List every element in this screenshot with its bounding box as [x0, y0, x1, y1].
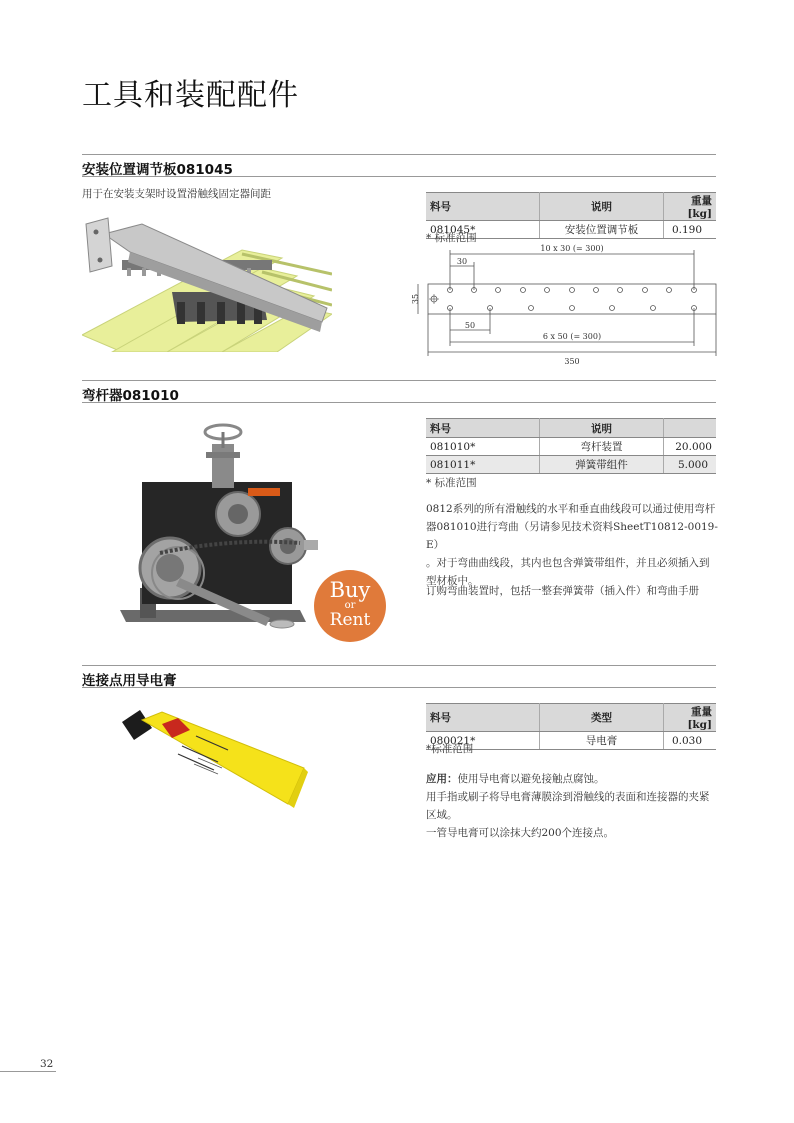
- col-header-description: 说明: [540, 419, 664, 438]
- cell-weight: 0.030: [664, 732, 717, 750]
- buy-or-rent-badge: [314, 570, 386, 642]
- section-rule-top: [82, 154, 716, 155]
- adjustment-plate-photo: [82, 210, 332, 352]
- section-title-adjustment-plate: [82, 158, 716, 178]
- col-header-description: 说明: [540, 193, 664, 221]
- paragraph-line: 器081010进行弯曲（另请参见技术资料SheetT10812-0019-E）: [426, 521, 718, 551]
- table-header-row: [426, 704, 716, 732]
- adjustment-plate-drawing: [404, 242, 720, 370]
- paragraph-line: 用手指或刷子将导电膏薄膜涂到滑触线的表面和连接器的夹紧: [426, 791, 710, 803]
- cell-description: 弯杆装置: [540, 438, 664, 456]
- badge-line-buy: Buy: [329, 578, 371, 602]
- col-header-weight: [664, 419, 717, 438]
- section-title-text: 弯杆器081010: [82, 388, 179, 404]
- paragraph-line: 区域。: [426, 809, 458, 821]
- contact-grease-application: [426, 770, 726, 842]
- dim-top-label: 10 x 30 (= 300): [540, 244, 604, 253]
- dim-350-label: 350: [564, 357, 580, 366]
- bending-device-paragraph: [426, 500, 726, 590]
- col-header-part-no: 料号: [426, 419, 540, 438]
- table-row: [426, 438, 716, 456]
- paragraph-line: 0812系列的所有滑触线的水平和垂直曲线段可以通过使用弯杆: [426, 503, 716, 515]
- col-header-type: 类型: [540, 704, 664, 732]
- standard-range-note: * 标准范围: [426, 477, 477, 489]
- page-number: 32: [40, 1058, 54, 1070]
- section-title-text: 安装位置调节板081045: [82, 162, 233, 178]
- bending-device-order-note: 订购弯曲装置时，包括一整套弹簧带（插入件）和弯曲手册: [426, 585, 699, 597]
- dim-35-label: 35: [411, 293, 420, 305]
- badge-line-or: or: [344, 600, 356, 611]
- badge-line-rent: Rent: [329, 610, 371, 630]
- application-label: 应用：: [426, 773, 458, 785]
- paragraph-line: 。对于弯曲曲线段，其内也包含弹簧带组件，并且必须插入到: [426, 557, 710, 569]
- dim-50-label: 50: [464, 321, 476, 330]
- standard-range-note: * 标准范围: [426, 232, 477, 244]
- cell-description: 弹簧带组件: [540, 456, 664, 474]
- cell-type: 导电膏: [540, 732, 664, 750]
- application-text: 使用导电膏以避免接触点腐蚀。: [457, 773, 605, 785]
- cell-description: 安装位置调节板: [540, 221, 664, 239]
- cell-weight: 0.190: [664, 221, 717, 239]
- section-title-contact-grease: [82, 669, 716, 689]
- cell-weight: 5.000: [664, 456, 717, 474]
- cell-part-no: 081011*: [426, 456, 540, 474]
- section-title-text: 连接点用导电膏: [82, 673, 177, 689]
- section-rule-top: [82, 380, 716, 381]
- contact-grease-tube-photo: [118, 706, 308, 810]
- dim-bottom-label: 6 x 50 (= 300): [542, 332, 602, 341]
- page-title: 工具和装配配件: [82, 78, 299, 113]
- col-header-part-no: 料号: [426, 193, 540, 221]
- table-header-row: [426, 193, 716, 221]
- section-rule-bottom: [82, 176, 716, 177]
- paragraph-line: 型材板中。: [426, 575, 479, 587]
- adjustment-plate-description: 用于在安装支架时设置滑触线固定器间距: [82, 188, 271, 200]
- table-header-row: [426, 419, 716, 438]
- section-title-bending-device: [82, 384, 716, 404]
- col-header-weight: 重量[kg]: [664, 704, 717, 732]
- col-header-part-no: 料号: [426, 704, 540, 732]
- cell-part-no: 081045*: [426, 221, 540, 239]
- bending-device-spec-table: [426, 418, 716, 474]
- application-line: [426, 770, 726, 788]
- section-rule-bottom: [82, 687, 716, 688]
- paragraph-line: 一管导电膏可以涂抹大约200个连接点。: [426, 827, 615, 839]
- table-row: [426, 456, 716, 474]
- dim-30-label: 30: [456, 257, 468, 266]
- bending-device-photo: [120, 418, 320, 633]
- cell-part-no: 080021*: [426, 732, 540, 750]
- col-header-weight: 重量[kg]: [664, 193, 717, 221]
- standard-range-note: *标准范围: [426, 743, 474, 755]
- page-number-rule: [0, 1071, 56, 1072]
- cell-part-no: 081010*: [426, 438, 540, 456]
- section-rule-top: [82, 665, 716, 666]
- section-rule-bottom: [82, 402, 716, 403]
- cell-weight: 20.000: [664, 438, 717, 456]
